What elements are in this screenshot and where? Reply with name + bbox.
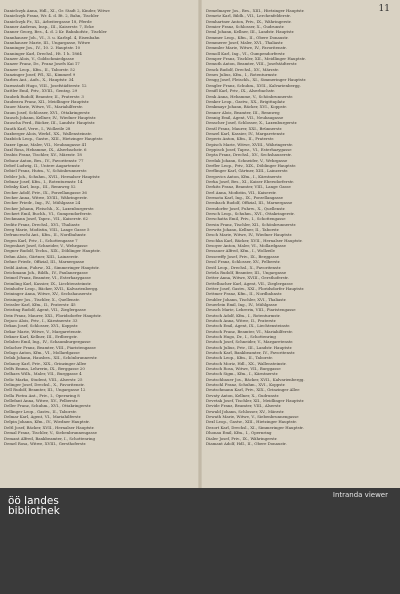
directory-entry: Derfler Leop., Priv., XIX., Döblinger Hauptstr. bbox=[206, 162, 296, 168]
directory-entry: Debiel Franz, Hutm., V., Schönbrunnerstr. bbox=[4, 168, 88, 174]
directory-entry: Deutsch Franz, Beamter, VI., Mariahilferstr. bbox=[206, 328, 293, 334]
directory-entry: Deutschmann Karl, Priv., XIX., Grinzinger Allee bbox=[206, 387, 300, 393]
directory-entry: Dentl Franz, Maurer, XXI., Brünnerstr. bbox=[206, 125, 283, 131]
directory-entry: Demmler Marie, Witwe, IV., Favoritenstr. bbox=[206, 45, 287, 51]
directory-entry: Daum Josef, Schlosser, XVI., Ottakringerstr. bbox=[4, 109, 91, 115]
directory-entry: Deppisch Josef, Tapez., VI., Esterhazygasse bbox=[206, 146, 292, 152]
directory-entry: Dewald Johann, Schlosser, XV., Märzstr. bbox=[206, 408, 285, 414]
directory-entry: Dausch Johann, Kellner, IV., Wiedner Hauptstr. bbox=[4, 114, 97, 120]
directory-entry: Denner Alois, Beamter, III., Rennweg bbox=[206, 109, 280, 115]
directory-entry: Dehm Alois, Gärtner, XIII., Lainzerstr. bbox=[4, 253, 79, 259]
directory-entry: Danzer Alois, V., Goldschmiedgasse bbox=[4, 56, 75, 62]
directory-entry: Deisting Rudolf, Agent, VII., Zieglergasse bbox=[4, 307, 86, 313]
directory-entry: Daxl Rosa, Hebamme, IX., Alserbachstr. 6 bbox=[4, 146, 87, 152]
directory-entry: Daubrava Franz, XII., Meidlinger Hauptstr. bbox=[4, 98, 90, 104]
directory-entry: Dell Rudolf, Beamter, III., Ungargasse 12 bbox=[4, 387, 86, 393]
directory-entry: Devaty Anton, Kellner, X., Gudrunstr. bbox=[206, 392, 280, 398]
directory-entry: Dekner Karl, Kellner, III., Erdbergstr. bbox=[4, 333, 78, 339]
directory-entry: Delmar Karl, Agent, VI., Mariahilferstr. bbox=[4, 414, 82, 420]
directory-entry: Demel Rosa, Witwe, XVIII., Gersthoferstr. bbox=[4, 440, 87, 446]
directory-entry: Delinger Josef, Drechsl., X., Favoritenstr. bbox=[4, 382, 85, 388]
directory-entry: Deininger Anna, Witwe, XV., Sechshauserstr. bbox=[4, 291, 93, 297]
directory-entry: Deubler Johann, Tischler, XVI., Thaliastr. bbox=[206, 296, 287, 302]
directory-entry: Dauth Karl, Verw., I., Wollzeile 28 bbox=[4, 125, 71, 131]
directory-entry: Deutsch Moriz, Hdl., XX., Wallensteinstr. bbox=[206, 360, 287, 366]
directory-entry: Deimling Karl, Kassier, IX., Liechtensteinstr. bbox=[4, 280, 92, 286]
directory-entry: Dekar Marie, Witwe, V., Margaretenstr. bbox=[4, 328, 82, 334]
directory-entry: Deckert Emil, Buchh., VI., Gumpendorferstr. bbox=[4, 211, 92, 217]
directory-entry: Danzinger Josef, Pfl., XI., Kimmerl 9 bbox=[4, 72, 76, 78]
directory-entry: Denkmayr Johann, Bäcker, XVI., Koppstr. bbox=[206, 104, 287, 110]
directory-entry: Deutsch Julius, Priv., III., Landstr. Hauptstr. bbox=[206, 344, 293, 350]
directory-entry: Dialer Josef, Priv., IX., Währingerstr. bbox=[206, 435, 278, 441]
directory-entry: Delak Johann, Hausbes., XII., Schönbrunnerstr. bbox=[4, 355, 98, 361]
directory-entry: Derndorfer Josef, Fuhrw., X., Quellenstr. bbox=[206, 205, 286, 211]
page-gutter bbox=[198, 0, 202, 488]
directory-entry: Danner Andreas, Insp., III., Kaiserstr. 7, Ecke bbox=[4, 24, 94, 30]
directory-entry: Deutsch Anna, Witwe, II., Praterstr. bbox=[206, 317, 277, 323]
directory-entry: Demal Franz, Tischler, V., Siebenbrunnengasse bbox=[4, 430, 97, 436]
directory-entry: Dessauer Alfred, Kfm., I., Wollzeile bbox=[206, 248, 275, 254]
directory-entry: Dennig Emil, Agent, VII., Neubaugasse bbox=[206, 114, 284, 120]
directory-entry: Deller Franz, Schuhm., XVI., Ottakringerstr. bbox=[4, 403, 92, 409]
directory-entry: Deabis Franz, Tischler, XV., Märzstr. 18 bbox=[4, 152, 82, 158]
directory-entry: Delic Marko, Student, VIII., Alserstr. 25 bbox=[4, 376, 83, 382]
directory-entry: Dengler Franz, Schuhm., XVII., Kalvarienbergg. bbox=[206, 82, 301, 88]
directory-entry: Detter Anna, Witwe, XVIII., Gersthoferstr. bbox=[206, 275, 289, 281]
directory-entry: Defranceschi Ant., Kfm., II., Nordbahnstr. bbox=[4, 232, 87, 238]
directory-entry: Denker Leop., Gastw., XX., Brigittaplatz bbox=[206, 98, 285, 104]
directory-entry: Della Pietra Ant., Priv., I., Opernring 8 bbox=[4, 392, 80, 398]
directory-entry: Danielczyk Anna, Hdl., XI., Gr. Stadt 2, Kinder, Witwe bbox=[4, 8, 110, 13]
directory-entry: Delhaes Wilh., Maler, VII., Burggasse 4 bbox=[4, 371, 82, 377]
directory-entry: Decker Adolf, Priv., IX., Porzellangasse 36 bbox=[4, 189, 87, 195]
directory-entry: Delago Anton, Kfm., VI., Mollardgasse bbox=[4, 350, 80, 355]
directory-entry: Depta Franz, Drechsl., XV., Sechshauserstr. bbox=[206, 152, 292, 158]
directory-entry: Delanoy Karl, Priv., XIX., Grinzinger Allee bbox=[4, 360, 87, 366]
directory-entry: Derflinger Karl, Gärtner, XIII., Lainzerstr. bbox=[206, 168, 289, 174]
directory-entry: Debsky Karl, Insp., III., Rennweg 52 bbox=[4, 184, 76, 190]
directory-entry: Deutsch Emil, Agent, IX., Liechtensteinstr. bbox=[206, 323, 291, 329]
directory-entry: Delpin Johann, Kfm., IV., Wiedner Hauptstr. bbox=[4, 419, 90, 425]
page-number: 11 bbox=[378, 4, 390, 14]
directory-entry: Dejaco Alois, Priv., I., Kärntnerstr. 33 bbox=[4, 317, 78, 323]
directory-entry: Dekan Josef, Schlosser, XVI., Koppstr. bbox=[4, 323, 79, 329]
directory-entry: Decker Anna, Witwe, XVIII., Währingerstr. bbox=[4, 195, 88, 201]
directory-entry: Deibl Anton, Fuhrw., XI., Simmeringer Hauptstr. bbox=[4, 264, 100, 270]
directory-entry: Dernbach Rudolf, Offizial, III., Marxergasse bbox=[206, 200, 293, 206]
directory-entry: Deltl Josef, Bäcker, XVII., Hernalser Hauptstr. bbox=[4, 424, 95, 430]
directory-entry: Deutschbauer Jos., Bäcker, XVII., Kalvarienbergg. bbox=[206, 376, 305, 382]
directory-entry: Dauer Marie, Witwe, VI., Mariahilferstr. bbox=[4, 104, 83, 110]
directory-entry: Demier Franz, Schlosser, X., Gudrunstr. bbox=[206, 24, 285, 30]
directory-entry: Dellefant Anna, Witwe, XV., Felberstr. bbox=[4, 398, 79, 404]
directory-entry: Darbes Ant., Aufs., X., Hauptstr. 34 bbox=[4, 77, 74, 83]
directory-entry: Desch Marie, Witwe, IV., Wiedner Hauptstr. bbox=[206, 232, 293, 238]
directory-entry: Derschatta Emil, Priv., I., Schottengasse bbox=[206, 216, 286, 222]
directory-entry: Debaur Anton, Bes., IV., Favoritenstr. 77 bbox=[4, 157, 84, 163]
directory-entry: Danzer Franz, Dr., Franz Josefs Kai 17 bbox=[4, 61, 80, 67]
directory-entry: Daxer Ignaz, Maler, VII., Neubaugasse 41 bbox=[4, 141, 87, 147]
directory-entry: Demper Franz, Tischler, XII., Meidlinger Hauptstr. bbox=[206, 56, 306, 62]
directory-entry: Dannhauser Joh., VI., 3. u. Karlspl. 4, Eisenbahn bbox=[4, 34, 100, 40]
directory-entry: Devide Franz, Beamter, VIII., Alserstr. bbox=[206, 403, 282, 409]
directory-entry: Deusch Marie, Lehrerin, VIII., Piaristengasse bbox=[206, 307, 296, 313]
directory-entry: Deutsch Hugo, Dr., I., Schottenring bbox=[206, 333, 276, 339]
directory-entry: Daxberger Alois, Werkf., XX., Wallensteinstr. bbox=[4, 130, 92, 136]
directory-entry: Danielczyk Franz, Wr. 4. d. Bt. 2, Bahn, Tischler bbox=[4, 13, 99, 19]
directory-entry: Detter Josef, Gastw., XXI., Floridsdorfer Hauptstr. bbox=[206, 285, 305, 291]
directory-entry: Denifl Karl, Priv., IX., Alserbachstr. bbox=[206, 88, 275, 94]
directory-entry: Deutsch Leop., Kfm., II., Taborstr. bbox=[206, 355, 273, 361]
directory-entry: Demetz Karl, Bildh., VII., Lerchenfelderstr. bbox=[206, 13, 291, 19]
directory-entry: Deutsch Rosa, Witwe, VII., Burggasse bbox=[206, 366, 281, 372]
directory-entry: Delfs Emma, Lehrerin, IX., Berggasse 20 bbox=[4, 366, 85, 372]
directory-entry: Desoyer Anton, Maler, VI., Mollardgasse bbox=[206, 243, 286, 249]
right-column bbox=[206, 8, 396, 446]
directory-entry: Deutsch Adolf, Kfm., I., Rotenturmstr. bbox=[206, 312, 281, 318]
directory-entry: Dannhauser Marie, III., Ungargasse, Witwe bbox=[4, 40, 91, 46]
directory-entry: Dexl Leop., Gastw., XIII., Hietzinger Hauptstr. bbox=[206, 419, 297, 425]
directory-entry: Dermota Karl, Ing., IX., Porzellangasse bbox=[206, 195, 283, 201]
directory-entry: Dewath Marie, Witwe, V., Siebenbrunnengasse bbox=[206, 414, 299, 420]
logo-line-1: öö landes bbox=[8, 495, 59, 507]
directory-entry: Dattler Emil, Priv., XVIII., Gentzg. 29 bbox=[4, 88, 78, 94]
directory-entry: Daxböck Leop., Gastw., XIII., Hietzinger Hauptstr. bbox=[4, 136, 104, 142]
directory-entry: Danzer Leop., Kfm., II., Taborstr. 52 bbox=[4, 66, 76, 72]
directory-entry: Daubek Rudolf, Beamter, II., Praterstr. 3 bbox=[4, 93, 84, 99]
directory-entry: Deutsch Sigm., Kfm., I., Kärntnerstr. bbox=[206, 371, 279, 377]
directory-entry: Dehne Friedr., Offizial, III., Marxergasse bbox=[4, 259, 85, 265]
directory-entry: Danninger Jos., IV., 10. 2. Hauptstr. 10 bbox=[4, 45, 81, 51]
directory-entry: Dergovics Anton, Kfm., I., Kärntnerstr. bbox=[206, 173, 283, 179]
directory-entry: Deditz Franz, Drechsl., XVI., Thaliastr. bbox=[4, 221, 81, 227]
directory-entry: Demmerer Josef, Maler, XVI., Thaliastr. bbox=[206, 40, 284, 46]
directory-entry: Degner Rudolf, Techn., XIX., Döblinger Hauptstr. bbox=[4, 248, 101, 254]
directory-entry: Dhonau Emil, Kfm., I., Opernring bbox=[206, 430, 272, 436]
directory-entry: Delacher Franz, Beamter, VIII., Piaristengasse bbox=[4, 344, 96, 350]
directory-entry: Deperis Anton, Kfm., II., Praterstr. bbox=[206, 136, 275, 142]
directory-entry: Deutsch Karl, Bankbeamter, IV., Favoritenstr. bbox=[206, 350, 296, 355]
directory-entry: Dezort Karl, Drechsl., XI., Simmeringer Hauptstr. bbox=[206, 424, 304, 430]
directory-entry: Deissler Karl, Kfm., II., Praterstr. 45 bbox=[4, 301, 76, 307]
directory-entry: Derkits Franz, Beamter, VIII., Lange Gasse bbox=[206, 184, 291, 190]
left-column bbox=[4, 8, 194, 446]
directory-entry: Dettmer Franz, Kfm., II., Nordbahnstr. bbox=[206, 291, 283, 297]
directory-entry: Deinhofer Leop., Bäcker, XVII., Kalvarienbergg. bbox=[4, 285, 99, 291]
directory-entry: Detela Rudolf, Beamter, III., Ungargasse bbox=[206, 269, 287, 275]
directory-entry: Dersin Franz, Tischler, XII., Schönbrunnerstr. bbox=[206, 221, 297, 227]
directory-entry: Dengg Josef, Fleischh., XI., Simmeringer Hauptstr. bbox=[206, 77, 307, 83]
directory-entry: Dessewffy Josef, Priv., IX., Berggasse bbox=[206, 253, 280, 259]
directory-entry: Danner Georg, Bes., 4. d. 2 Kr. Bahnhofstr., Tischler bbox=[4, 29, 107, 35]
directory-entry: Dettelbacher Karl, Agent, VII., Zieglergasse bbox=[206, 280, 293, 286]
directory-entry: Demmer Leop., Kfm., II., Obere Donaustr. bbox=[206, 34, 289, 40]
directory-entry: Derdak Johann, Schneider, V., Wehrgasse bbox=[206, 157, 288, 163]
directory-entry: Demant Alfred, Bankbeamter, I., Schottenring bbox=[4, 435, 95, 441]
directory-entry: Debef Ludwig, II., Untere Augartenstr. bbox=[4, 162, 81, 168]
directory-entry: Deutsch Josef, Schneider, V., Margaretenstr. bbox=[206, 339, 294, 345]
directory-entry: Deeg Marie, Modistin, VIII., Lange Gasse 5 bbox=[4, 227, 90, 233]
directory-entry: Decker Friedr., Ing., IV., Mühlgasse 24 bbox=[4, 200, 81, 206]
directory-entry: Denck Rudolf, Drechsl., XV., Märzstr. bbox=[206, 66, 279, 72]
directory-entry: Denscher Josef, Schlosser, X., Laxenburgerstr. bbox=[206, 120, 298, 126]
directory-entry: Deix Franz, Maurer, XXI., Floridsdorfer Hauptstr. bbox=[4, 312, 102, 318]
directory-entry: Deckmann Josef, Tapez., VII., Kaiserstr. 62 bbox=[4, 216, 88, 222]
directory-entry: Degenhart Josef, Schneider, V., Wehrgasse bbox=[4, 243, 88, 249]
directory-entry: Devetak Josef, Tischler, XII., Meidlinger Hauptstr. bbox=[206, 398, 305, 404]
directory-entry: Demelmayer Jos., Bes., XIII., Hietzinger Hauptstr. bbox=[206, 8, 305, 13]
directory-entry: Danielczyk Fr., XI., Arbeitergasse 18, Pferde bbox=[4, 18, 92, 24]
directory-entry: Demuth Anton, Beamter, VIII., Josefstädterstr. bbox=[206, 61, 298, 67]
directory-entry: Demhartner Anton, Priv., IX., Währingerstr. bbox=[206, 18, 292, 24]
viewer-label[interactable]: Intranda viewer bbox=[332, 491, 388, 499]
directory-entry: Deichmann Joh., Bildh., IV., Paulanergasse bbox=[4, 269, 88, 275]
directory-entry: Denes Julius, Kfm., I., Rotenturmstr. bbox=[206, 72, 278, 78]
directory-entry: Derka Josef, Bes., XI., Kaiser Ebersdorferstr. bbox=[206, 179, 294, 184]
directory-entry: Deutschl Franz, Schuhm., XVI., Koppstr. bbox=[206, 382, 286, 388]
directory-entry: Denzel Karl, Kassier, IV., Margaretenstr. bbox=[206, 130, 286, 136]
directory-entry: Debler Joh., Schuhm., XVII., Hernalser Hauptstr. bbox=[4, 173, 101, 179]
directory-entry: Derwitz Johann, Kellner, II., Taborstr. bbox=[206, 227, 280, 233]
directory-entry: Danninger Karl, Drechsl., Ht. 1 h. 1864 bbox=[4, 50, 82, 56]
directory-entry: Deisinger Jos., Tischler, X., Quellenstr. bbox=[4, 296, 80, 302]
directory-entry: Demoll Karl, Ing., VI., Gumpendorferstr. bbox=[206, 50, 286, 56]
directory-entry: Degen Karl, Priv., I., Schottengasse 7 bbox=[4, 237, 78, 243]
directory-entry: Deimel Franz, Beamter, VI., Esterhazygasse bbox=[4, 275, 91, 281]
directory-entry: Denk Anna, Hebamme, V., Schönbrunnerstr. bbox=[206, 93, 294, 99]
logo-line-2: bibliothek bbox=[8, 505, 60, 517]
directory-entry: Delabro Emil, Ing., IV., Schaumburgergasse bbox=[4, 339, 91, 345]
directory-entry: Deml Johann, Kellner, III., Landstr. Hauptstr. bbox=[206, 29, 295, 35]
directory-entry: Dessl Franz, Schlosser, XV., Felberstr. bbox=[206, 259, 281, 265]
directory-entry: Deschka Karl, Bäcker, XVII., Hernalser Hauptstr. bbox=[206, 237, 303, 243]
directory-entry: Darmstadt Hugo, VIII., Josefstädterstr. 12 bbox=[4, 82, 87, 88]
directory-entry: Dersch Leop., Schuhm., XVI., Ottakringerstr. bbox=[206, 211, 295, 217]
directory-entry: Derl Anna, Modistin, VII., Kaiserstr. bbox=[206, 189, 277, 195]
directory-entry: Depisch Marie, Witwe, XVIII., Währingerstr. bbox=[206, 141, 293, 147]
directory-entry: Decker Johann, Fleischh., X., Laxenburgerstr. bbox=[4, 205, 95, 211]
directory-entry: Deuerlein Emil, Ing., IV., Mühlgasse bbox=[206, 301, 278, 307]
directory-entry: Dauscha Ferd., Bäcker, III., Landstr. Hauptstr. bbox=[4, 120, 96, 126]
library-logo[interactable] bbox=[8, 496, 60, 516]
viewer-footer bbox=[0, 488, 400, 594]
directory-entry: Diamant Adolf, Hdl., II., Obere Donaustr. bbox=[206, 440, 287, 446]
directory-entry: Dellinger Leop., Gastw., II., Taborstr. bbox=[4, 408, 77, 414]
directory-entry: Destl Leop., Drechsl., X., Favoritenstr. bbox=[206, 264, 282, 270]
directory-entry: Debnar Josef, Kfm., I., Rotenturmstr. 14 bbox=[4, 179, 83, 184]
